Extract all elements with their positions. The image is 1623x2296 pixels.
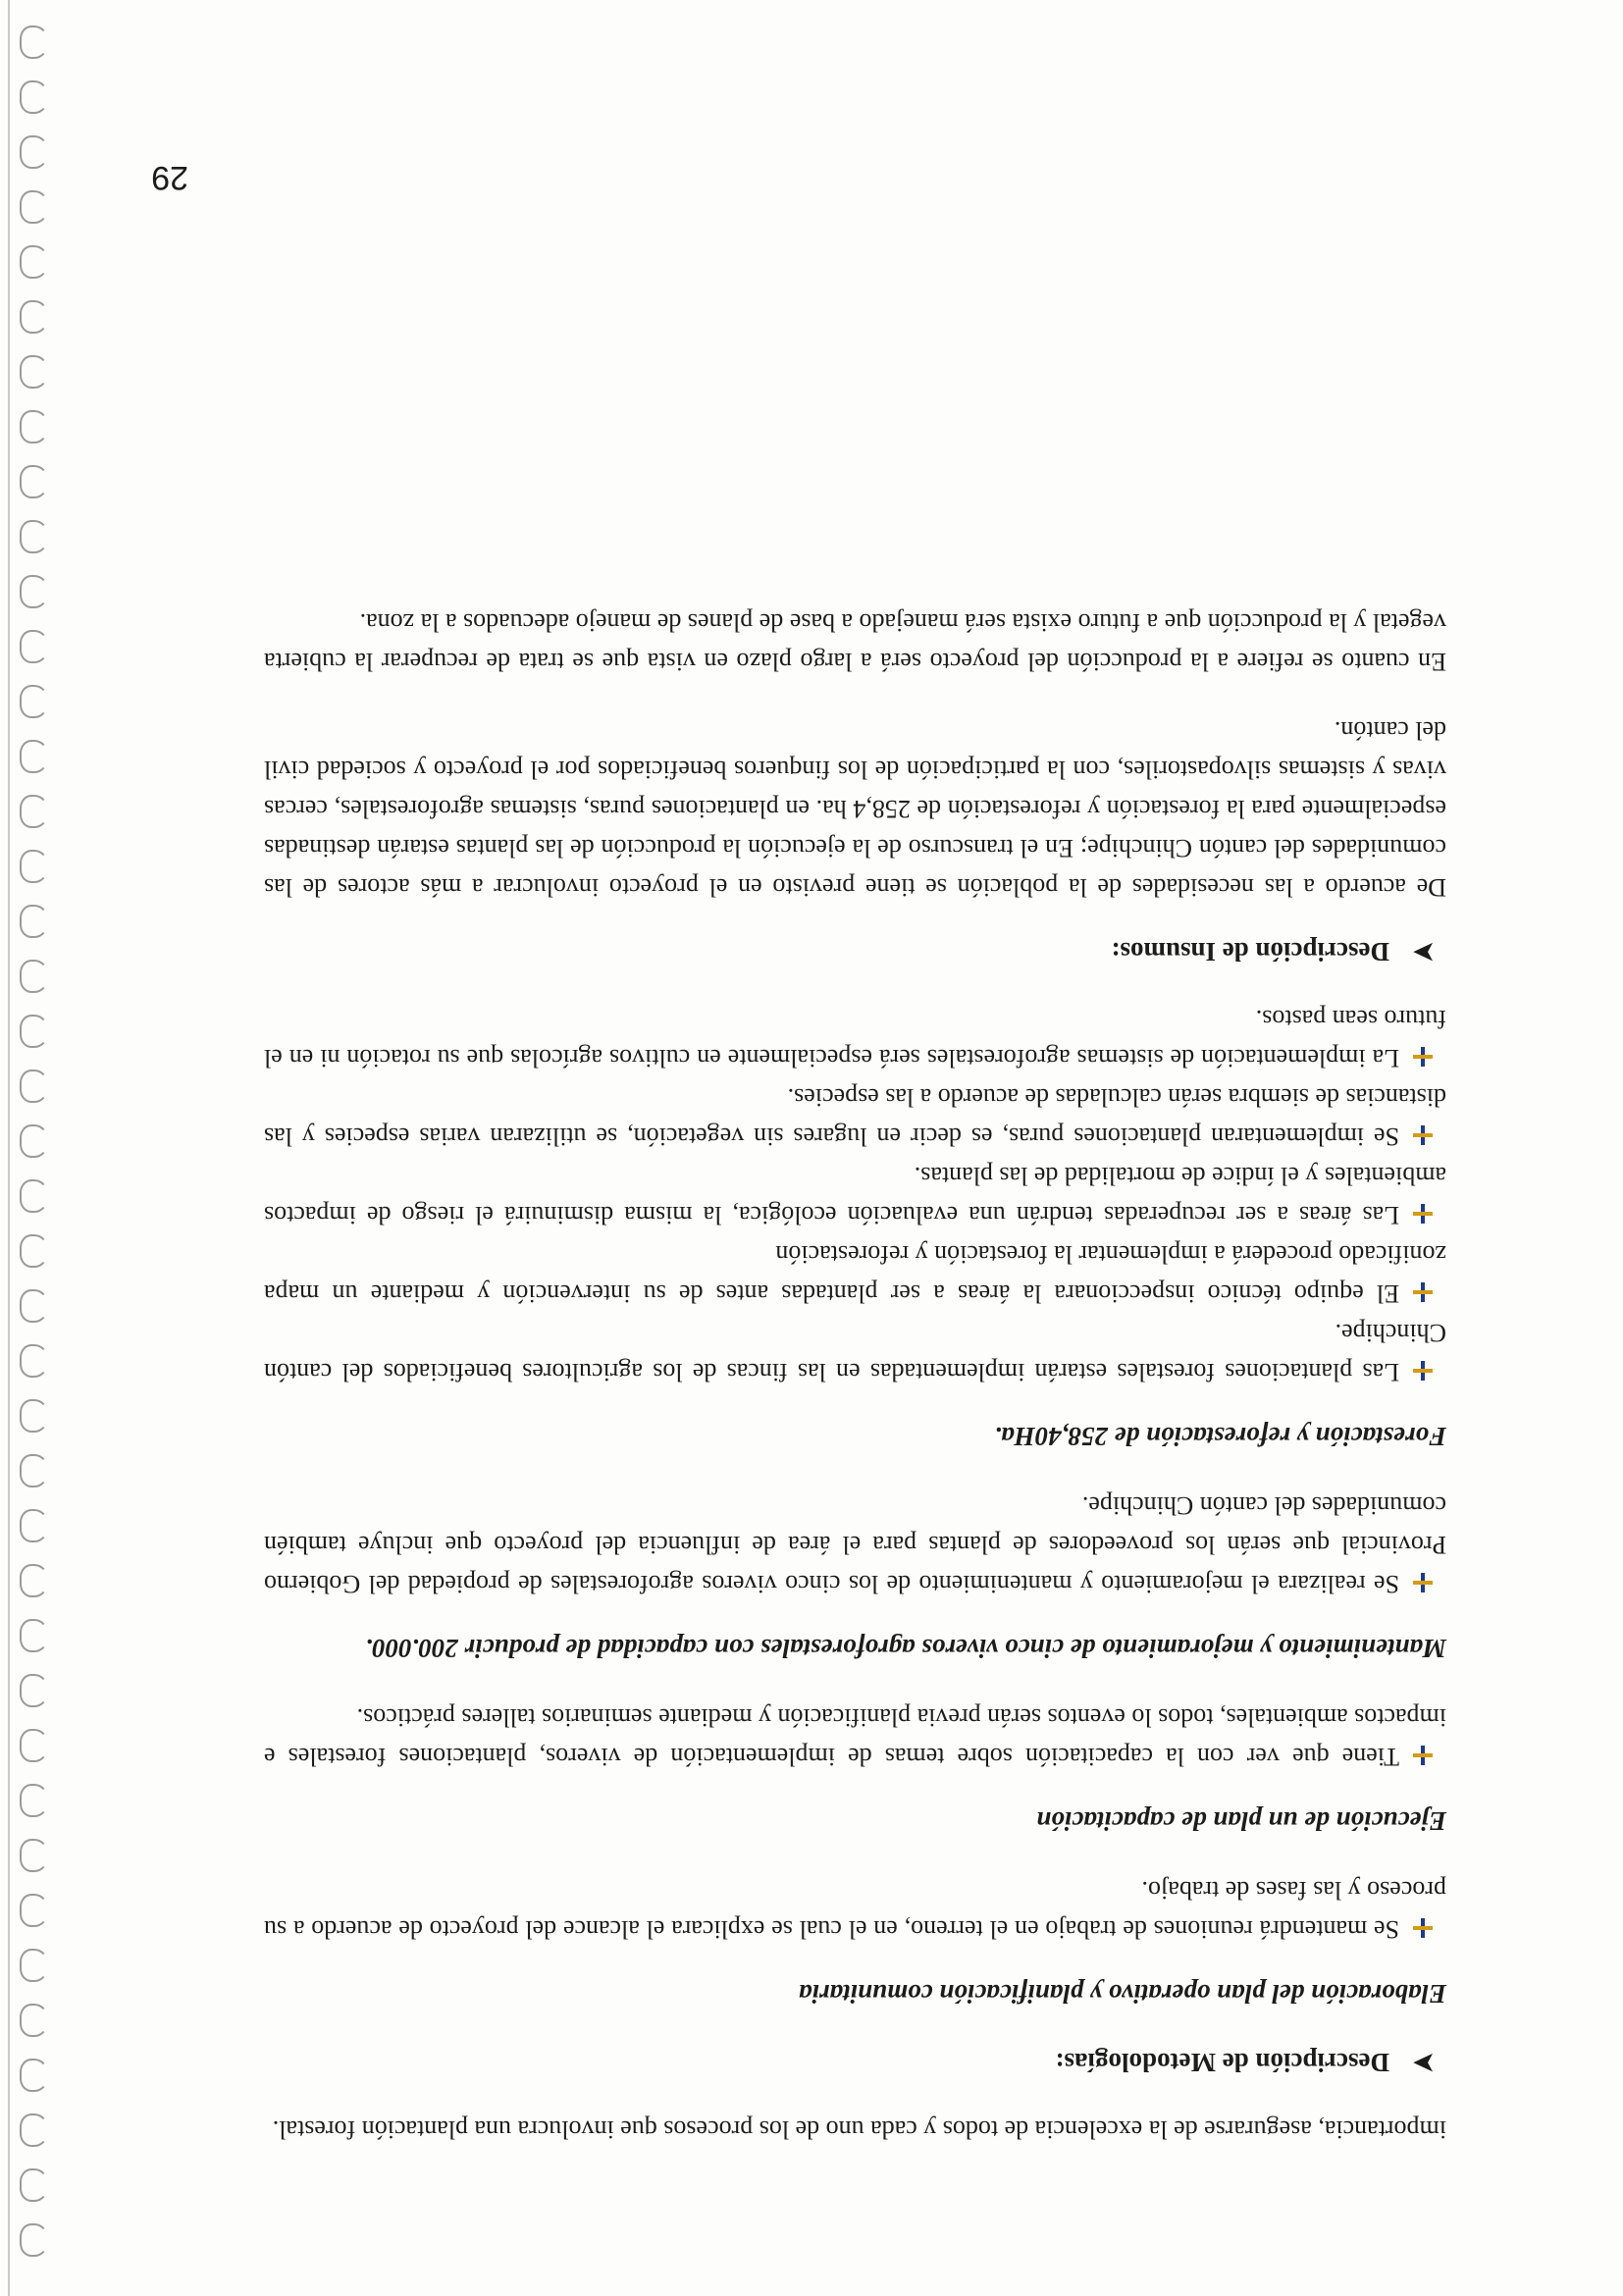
insumos-paragraph: De acuerdo a las necesidades de la población se tiene previsto en el proyecto involucrar a más actores de las comunidades del cantón Chinchipe; En el transcurso de la ejecución la producción de las plantas estarán destinadas especialmente para la forestación y reforestación de 258,4 ha. en plantaciones puras, sistemas agroforestales, cercas vivas y sistemas silvopastoriles, con la participación de los finqueros beneficiados por el proyecto y sociedad civil del cantón. (264, 716, 1446, 902)
binding-ring (20, 2059, 49, 2092)
binding-ring (20, 1399, 49, 1433)
bullet-text: El equipo técnico inspeccionara la áreas a ser plantadas antes de su intervención y mediante un mapa zonificado procederá a implementar la forestación y reforestación (264, 1240, 1446, 1308)
binding-ring (20, 905, 49, 938)
binding-ring (20, 1839, 49, 1872)
bullet-text: Las plantaciones forestales estarán implementadas en las fincas de los agricultores beneficiados del cantón Chinchipe. (264, 1319, 1446, 1386)
binding-ring (20, 2004, 49, 2037)
binding-ring (20, 1234, 49, 1268)
cross-bullet-icon (1413, 1282, 1433, 1302)
paragraph-gap (264, 681, 1446, 710)
binding-ring (20, 2113, 49, 2147)
arrow-bullet-icon: ➤ (1413, 938, 1435, 966)
binding-ring (20, 685, 49, 718)
subheading-capacitacion: Ejecución de un plan de capacitación (1036, 1806, 1446, 1836)
binding-ring (20, 1949, 49, 1982)
bullet-text: Las áreas a ser recuperadas tendrán una evaluación ecológica, la misma disminuirá el riesgo de impactos ambientales y el índice de mortalidad de las plantas. (264, 1162, 1446, 1229)
binding-ring (20, 1619, 49, 1652)
bullet-item (264, 1234, 1446, 1313)
cross-bullet-icon (1413, 1573, 1433, 1592)
bullet-item (264, 1870, 1446, 1949)
binding-ring (20, 1289, 49, 1323)
bullet-item (264, 1697, 1446, 1776)
intro-paragraph: importancia, asegurarse de la excelencia de todos y cada uno de los procesos que involucra una plantación forestal. (272, 2115, 1446, 2144)
binding-ring (20, 26, 49, 59)
bullet-text: Tiene que ver con la capacitación sobre temas de implementación de viveros, plantaciones forestales e impactos ambientales, todos lo eventos serán previa planificación y mediante seminarios talleres prácticos. (264, 1703, 1446, 1771)
subheading-plan-operativo: Elaboración del plan operativo y planificación comunitaria (798, 1979, 1446, 2009)
binding-ring (20, 1784, 49, 1817)
binding-ring (20, 960, 49, 993)
binding-ring (20, 795, 49, 828)
binding-ring (20, 1729, 49, 1762)
binding-ring (20, 245, 49, 279)
document-body (264, 602, 1446, 2149)
binding-ring (20, 1344, 49, 1378)
binding-ring (20, 2168, 49, 2202)
binding-ring (20, 80, 49, 114)
spiral-binding (4, 0, 63, 2296)
section-heading-insumos (264, 932, 1446, 971)
cross-bullet-icon (1413, 1361, 1433, 1381)
binding-ring (20, 465, 49, 498)
bullet-text: La implementación de sistemas agroforestales será especialmente en cultivos agrícolas que su rotación ni en el futuro sean pastos. (264, 1005, 1446, 1072)
binding-ring (20, 2223, 49, 2257)
binding-ring (20, 1015, 49, 1048)
binding-ring (20, 1124, 49, 1158)
binding-ring (20, 1179, 49, 1213)
binding-ring (20, 1894, 49, 1927)
cross-bullet-icon (1413, 1125, 1433, 1145)
binding-ring (20, 575, 49, 608)
bullet-item (264, 1156, 1446, 1234)
binding-ring (20, 135, 49, 169)
bullet-item (264, 1077, 1446, 1156)
cross-bullet-icon (1413, 1746, 1433, 1765)
section-heading-label: Descripción de Insumos: (1111, 937, 1389, 966)
binding-ring (20, 1564, 49, 1597)
subheading-viveros: Mantenimiento y mejoramiento de cinco viveros agroforestales con capacidad de producir 200.000. (365, 1634, 1446, 1663)
binding-ring (20, 520, 49, 553)
section-heading-label: Descripción de Metodologías: (1055, 2048, 1389, 2077)
produccion-paragraph: En cuanto se refiere a la producción del proyecto será a largo plazo en vista que se trata de recuperar la cubierta vegetal y la producción que a futuro exista será manejado a base de planes de manejo adecuados a la zona. (264, 608, 1446, 676)
bullet-text: Se mantendrá reuniones de trabajo en el terreno, en el cual se explicara el alcance del proyecto de acuerdo a su proceso y las fases de trabajo. (264, 1876, 1446, 1944)
section-heading-metodologias (264, 2043, 1446, 2082)
arrow-bullet-icon: ➤ (1413, 2049, 1435, 2077)
binding-ring (20, 355, 49, 389)
binding-ring (20, 740, 49, 773)
bullet-text: Se realizara el mejoramiento y mantenimiento de los cinco viveros agroforestales de propiedad del Gobierno Provincial que serán los proveedores de plantas para el área de influencia del proyecto que incluye también comunidades del cantón Chinchipe. (264, 1491, 1446, 1598)
cross-bullet-icon (1413, 1047, 1433, 1067)
subheading-forestacion: Forestación y reforestación de 258,40Ha. (994, 1422, 1446, 1451)
binding-ring (20, 850, 49, 883)
bullet-item (264, 1313, 1446, 1391)
binding-ring (20, 410, 49, 444)
bullet-item (264, 1486, 1446, 1603)
binding-ring (20, 630, 49, 663)
binding-ring (20, 300, 49, 334)
page-number: 29 (151, 159, 188, 196)
bullet-text: Se implementaran plantaciones puras, es decir en lugares sin vegetación, se utilizaran varias especies y las distancias de siembra serán calculadas de acuerdo a las especies. (264, 1083, 1446, 1151)
bullet-item (264, 999, 1446, 1077)
binding-ring (20, 1454, 49, 1487)
binding-ring (20, 1509, 49, 1542)
cross-bullet-icon (1413, 1204, 1433, 1224)
cross-bullet-icon (1413, 1918, 1433, 1938)
binding-ring (20, 190, 49, 224)
binding-ring (20, 1674, 49, 1707)
binding-ring (20, 1070, 49, 1103)
